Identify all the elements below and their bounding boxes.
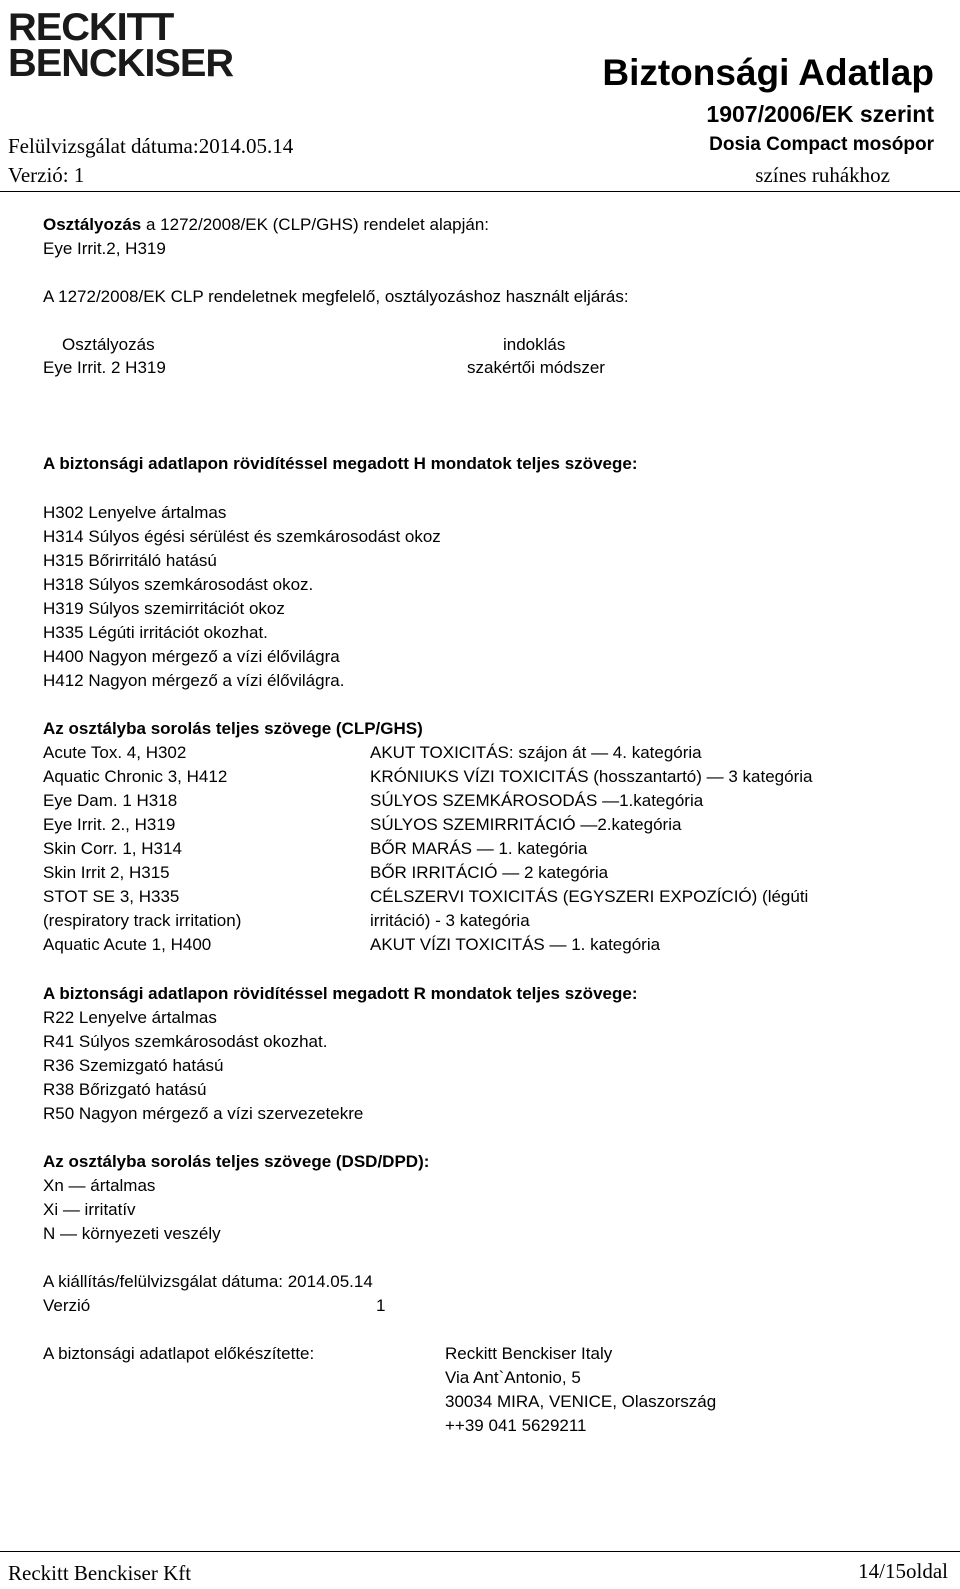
clp-text: BŐR IRRITÁCIÓ — 2 kategória: [370, 863, 609, 882]
page-number: 14/15oldal: [858, 1559, 948, 1583]
footer-company: Reckitt Benckiser Kft: [8, 1561, 192, 1585]
procedure-heading: A 1272/2008/EK CLP rendeletnek megfelelő, osztályozáshoz használt eljárás:: [43, 287, 629, 306]
h-statement-item: H400 Nagyon mérgező a vízi élővilágra: [43, 647, 340, 666]
classification-heading: [43, 215, 489, 235]
prepared-by-line: Reckitt Benckiser Italy: [445, 1344, 613, 1363]
clp-code: Aquatic Chronic 3, H412: [43, 767, 228, 786]
r-statement-item: R22 Lenyelve ártalmas: [43, 1008, 217, 1027]
clp-code: Aquatic Acute 1, H400: [43, 935, 212, 954]
procedure-col2-value: szakértői módszer: [467, 358, 605, 377]
clp-code: Eye Irrit. 2., H319: [43, 815, 176, 834]
r-statement-item: R50 Nagyon mérgező a vízi szervezetekre: [43, 1104, 364, 1123]
logo-line-1: RECKITT: [8, 6, 174, 49]
classification-heading-bold: Osztályozás: [43, 215, 142, 234]
product-name-line-2: színes ruhákhoz: [755, 163, 890, 187]
regulation-reference: 1907/2006/EK szerint: [706, 101, 934, 127]
clp-text: SÚLYOS SZEMIRRITÁCIÓ —2.kategória: [370, 815, 682, 834]
h-statement-item: H412 Nagyon mérgező a vízi élővilágra.: [43, 671, 345, 690]
h-statement-item: H315 Bőrirritáló hatású: [43, 551, 217, 570]
h-statement-item: H314 Súlyos égési sérülést és szemkárosodást okoz: [43, 527, 441, 546]
clp-text: irritáció) - 3 kategória: [370, 911, 530, 930]
clp-code: Acute Tox. 4, H302: [43, 743, 187, 762]
classification-heading-rest: a 1272/2008/EK (CLP/GHS) rendelet alapján:: [141, 215, 490, 234]
dsd-item: N — környezeti veszély: [43, 1224, 221, 1243]
h-statement-item: H319 Súlyos szemirritációt okoz: [43, 599, 285, 618]
r-statements-heading: A biztonsági adatlapon rövidítéssel megadott R mondatok teljes szövege:: [43, 984, 638, 1003]
classification-value: Eye Irrit.2, H319: [43, 239, 166, 258]
clp-text: KRÓNIUKS VÍZI TOXICITÁS (hosszantartó) — 3 kategória: [370, 767, 813, 786]
footer-divider: [0, 1551, 960, 1552]
prepared-by-label: A biztonsági adatlapot előkészítette:: [43, 1344, 315, 1363]
review-date: Felülvizsgálat dátuma:2014.05.14: [8, 134, 294, 158]
issue-date: A kiállítás/felülvizsgálat dátuma: 2014.05.14: [43, 1272, 373, 1291]
dsd-item: Xi — irritatív: [43, 1200, 136, 1219]
h-statements-heading: A biztonsági adatlapon rövidítéssel megadott H mondatok teljes szövege:: [43, 454, 638, 473]
issue-version-value: 1: [376, 1296, 386, 1315]
clp-code: Skin Irrit 2, H315: [43, 863, 170, 882]
issue-version-label: Verzió: [43, 1296, 91, 1315]
logo-line-2: BENCKISER: [8, 42, 234, 85]
product-name: Dosia Compact mosópor: [709, 134, 934, 155]
clp-code: STOT SE 3, H335: [43, 887, 180, 906]
r-statement-item: R38 Bőrizgató hatású: [43, 1080, 207, 1099]
h-statement-item: H335 Légúti irritációt okozhat.: [43, 623, 268, 642]
clp-code: Eye Dam. 1 H318: [43, 791, 178, 810]
procedure-col2-header: indoklás: [503, 335, 566, 354]
r-statement-item: R36 Szemizgató hatású: [43, 1056, 224, 1075]
clp-heading: Az osztályba sorolás teljes szövege (CLP/GHS): [43, 719, 423, 738]
company-logo: [8, 6, 248, 90]
dsd-item: Xn — ártalmas: [43, 1176, 156, 1195]
dsd-heading: Az osztályba sorolás teljes szövege (DSD/DPD):: [43, 1152, 430, 1171]
prepared-by-line: Via Ant`Antonio, 5: [445, 1368, 581, 1387]
clp-text: AKUT TOXICITÁS: szájon át — 4. kategória: [370, 743, 702, 762]
clp-text: CÉLSZERVI TOXICITÁS (EGYSZERI EXPOZÍCIÓ) (légúti: [370, 887, 809, 906]
prepared-by-line: ++39 041 5629211: [445, 1416, 587, 1435]
clp-code: Skin Corr. 1, H314: [43, 839, 182, 858]
clp-text: AKUT VÍZI TOXICITÁS — 1. kategória: [370, 935, 661, 954]
document-title: Biztonsági Adatlap: [602, 52, 934, 93]
clp-text: SÚLYOS SZEMKÁROSODÁS —1.kategória: [370, 791, 704, 810]
h-statement-item: H302 Lenyelve ártalmas: [43, 503, 227, 522]
header-divider: [0, 191, 960, 192]
clp-code: (respiratory track irritation): [43, 911, 242, 930]
clp-text: BŐR MARÁS — 1. kategória: [370, 839, 588, 858]
r-statement-item: R41 Súlyos szemkárosodást okozhat.: [43, 1032, 328, 1051]
procedure-col1-header: Osztályozás: [62, 335, 155, 354]
prepared-by-line: 30034 MIRA, VENICE, Olaszország: [445, 1392, 717, 1411]
h-statement-item: H318 Súlyos szemkárosodást okoz.: [43, 575, 314, 594]
procedure-col1-value: Eye Irrit. 2 H319: [43, 358, 166, 377]
header-version: Verzió: 1: [8, 163, 85, 187]
